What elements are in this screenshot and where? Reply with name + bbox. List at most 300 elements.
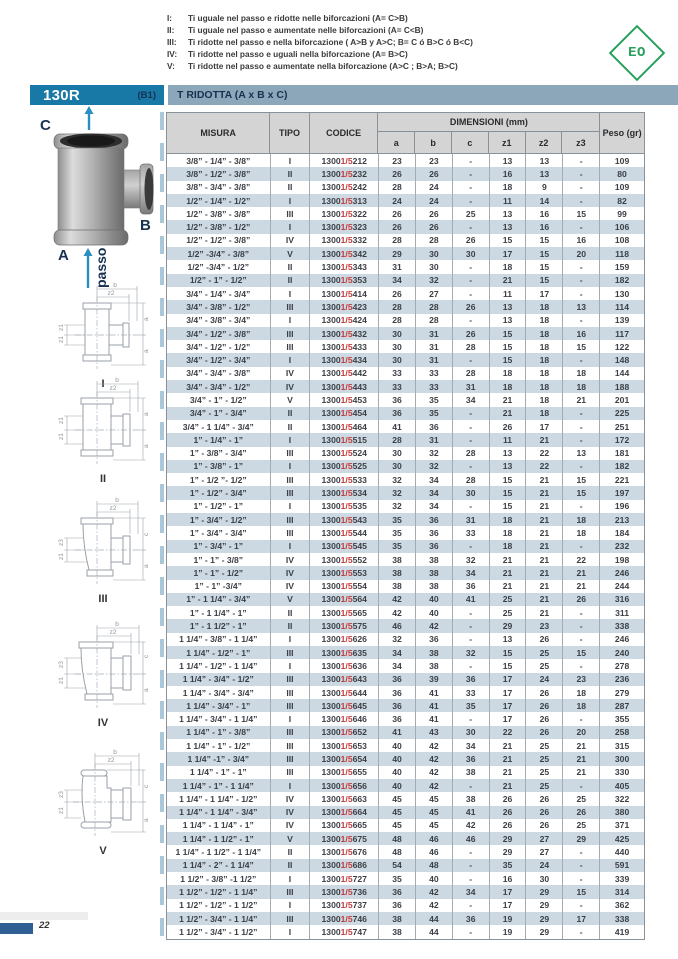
table-cell: 1 1/4” - 1 1/4” - 1” xyxy=(167,819,271,832)
legend-numeral: III: xyxy=(167,36,177,47)
table-cell: 15 xyxy=(490,234,527,247)
table-cell: 32 xyxy=(379,633,416,646)
table-cell: 36 xyxy=(416,633,453,646)
table-cell: 36 xyxy=(379,899,416,912)
table-row xyxy=(167,194,644,207)
table-cell: - xyxy=(563,407,600,420)
dim-label: b xyxy=(115,377,119,384)
drawing-type-2 xyxy=(46,376,160,485)
table-cell: 1300 1/5 654 xyxy=(310,752,379,765)
table-cell: 18 xyxy=(526,407,563,420)
table-cell: 1/2” -3/4” - 1/2” xyxy=(167,260,271,273)
table-cell: 3/8” - 3/4” - 3/8” xyxy=(167,181,271,194)
table-cell: I xyxy=(271,353,311,366)
legend-text: Ti ridotte nel passo e aumentate nella biforcazione (A>C ; B>A; B>C) xyxy=(188,60,458,71)
table-cell: 33 xyxy=(416,380,453,393)
table-cell: III xyxy=(271,766,311,779)
table-cell: I xyxy=(271,925,311,938)
table-cell: 232 xyxy=(614,541,630,552)
table-cell: 258 xyxy=(614,727,630,738)
legend-numeral: I: xyxy=(167,13,173,23)
table-cell: 159 xyxy=(614,262,630,273)
table-cell: 82 xyxy=(617,195,627,206)
table-cell: I xyxy=(271,154,311,167)
table-row xyxy=(167,726,644,739)
table-cell: III xyxy=(271,340,311,353)
table-cell: 3/8” - 1/2” - 3/8” xyxy=(167,167,271,180)
table-cell: - xyxy=(453,314,490,327)
table-cell: 40 xyxy=(379,752,416,765)
table-cell: 30 xyxy=(416,247,453,260)
table-cell: 1” - 1/2” - 1” xyxy=(167,500,271,513)
table-cell: 35 xyxy=(379,526,416,539)
table-cell: 26 xyxy=(490,420,527,433)
table-cell: 13 xyxy=(490,633,527,646)
table-row xyxy=(167,526,644,539)
table-cell: 188 xyxy=(614,381,630,392)
table-cell: 109 xyxy=(614,182,630,193)
table-row xyxy=(167,274,644,287)
dim-label: z1 xyxy=(58,324,65,331)
table-cell: 1300 1/5 636 xyxy=(310,659,379,672)
table-cell: 30 xyxy=(379,447,416,460)
table-cell: 11 xyxy=(490,194,527,207)
table-cell: 38 xyxy=(416,646,453,659)
table-row xyxy=(167,673,644,686)
table-cell: 1300 1/5 242 xyxy=(310,181,379,194)
table-cell: 42 xyxy=(416,766,453,779)
table-cell: 29 xyxy=(490,845,527,858)
table-row xyxy=(167,859,644,872)
table-cell: 18 xyxy=(526,353,563,366)
table-cell: 26 xyxy=(490,819,527,832)
table-cell: 322 xyxy=(614,793,630,804)
table-cell: 21 xyxy=(563,393,600,406)
table-cell: 198 xyxy=(614,554,630,565)
table-cell: 139 xyxy=(614,315,630,326)
table-cell: 25 xyxy=(526,779,563,792)
table-cell: 26 xyxy=(526,633,563,646)
table-cell: 29 xyxy=(526,885,563,898)
table-cell: 25 xyxy=(526,646,563,659)
table-cell: I xyxy=(271,500,311,513)
table-cell: 338 xyxy=(614,913,630,924)
table-cell: 21 xyxy=(526,566,563,579)
table-cell: 33 xyxy=(379,380,416,393)
col-subheader-z2: z2 xyxy=(526,132,563,153)
table-row xyxy=(167,553,644,566)
table-cell: 3/4” - 3/8” - 3/4” xyxy=(167,314,271,327)
table-header xyxy=(167,113,644,154)
table-cell: II xyxy=(271,167,311,180)
table-cell: 36 xyxy=(416,513,453,526)
table-cell: 18 xyxy=(526,393,563,406)
table-cell: II xyxy=(271,274,311,287)
table-cell: 1” - 1” - 3/8” xyxy=(167,553,271,566)
tee-drawing xyxy=(53,281,153,373)
table-cell: 197 xyxy=(614,488,630,499)
table-cell: II xyxy=(271,859,311,872)
table-row xyxy=(167,633,644,646)
table-cell: - xyxy=(563,194,600,207)
table-cell: 279 xyxy=(614,687,630,698)
table-cell: 1300 1/5 645 xyxy=(310,699,379,712)
table-cell: 1” - 1/2 ”- 1/2” xyxy=(167,473,271,486)
table-cell: 54 xyxy=(379,859,416,872)
table-cell: 33 xyxy=(416,367,453,380)
table-cell: - xyxy=(453,194,490,207)
table-cell: 29 xyxy=(490,832,527,845)
table-cell: 1300 1/5 565 xyxy=(310,606,379,619)
table-cell: 21 xyxy=(490,393,527,406)
table-cell: - xyxy=(453,167,490,180)
table-cell: 1300 1/5 414 xyxy=(310,287,379,300)
table-cell: 31 xyxy=(416,353,453,366)
table-cell: 18 xyxy=(526,327,563,340)
table-cell: 1” - 3/8” - 1” xyxy=(167,460,271,473)
table-cell: 1300 1/5 663 xyxy=(310,792,379,805)
table-cell: - xyxy=(453,633,490,646)
table-cell: 34 xyxy=(416,486,453,499)
table-cell: 338 xyxy=(614,621,630,632)
table-cell: - xyxy=(563,353,600,366)
table-row xyxy=(167,899,644,912)
photo-label-a: A xyxy=(58,247,69,264)
table-cell: 1 1/4” - 1 1/2” - 1 1/4” xyxy=(167,845,271,858)
dim-label: b xyxy=(113,282,117,289)
table-cell: 26 xyxy=(379,207,416,220)
table-cell: 1 1/4” - 1” - 1” xyxy=(167,766,271,779)
table-cell: IV xyxy=(271,806,311,819)
table-cell: 13 xyxy=(490,314,527,327)
table-cell: 122 xyxy=(614,341,630,352)
table-cell: 21 xyxy=(526,593,563,606)
table-cell: V xyxy=(271,247,311,260)
table-cell: 1” - 1 1/2” - 1” xyxy=(167,619,271,632)
table-cell: 28 xyxy=(453,340,490,353)
table-cell: 1300 1/5 322 xyxy=(310,207,379,220)
table-cell: 31 xyxy=(416,327,453,340)
table-row xyxy=(167,513,644,526)
table-cell: 1300 1/5 736 xyxy=(310,885,379,898)
dim-label: a xyxy=(143,818,150,822)
table-row xyxy=(167,486,644,499)
table-cell: 17 xyxy=(490,247,527,260)
table-cell: 31 xyxy=(416,340,453,353)
table-cell: - xyxy=(563,899,600,912)
table-cell: IV xyxy=(271,819,311,832)
table-cell: 28 xyxy=(379,234,416,247)
table-cell: 25 xyxy=(453,207,490,220)
table-cell: 17 xyxy=(490,885,527,898)
table-cell: 221 xyxy=(614,474,630,485)
table-cell: 36 xyxy=(379,407,416,420)
table-row xyxy=(167,792,644,805)
table-cell: 21 xyxy=(526,526,563,539)
table-cell: V xyxy=(271,593,311,606)
table-cell: - xyxy=(453,606,490,619)
table-cell: 15 xyxy=(526,247,563,260)
table-cell: 1 1/4” - 1 1/4” - 1/2” xyxy=(167,792,271,805)
table-cell: 27 xyxy=(526,845,563,858)
table-cell: 1 1/4” - 2” - 1 1/4” xyxy=(167,859,271,872)
table-row xyxy=(167,260,644,273)
table-cell: 34 xyxy=(379,659,416,672)
table-cell: 196 xyxy=(614,501,630,512)
table-cell: - xyxy=(453,845,490,858)
product-code: 130R xyxy=(43,86,81,104)
table-cell: 24 xyxy=(416,194,453,207)
table-cell: 246 xyxy=(614,634,630,645)
table-cell: 18 xyxy=(526,340,563,353)
table-cell: 21 xyxy=(526,486,563,499)
table-cell: - xyxy=(453,353,490,366)
table-cell: 278 xyxy=(614,660,630,671)
table-cell: 38 xyxy=(379,912,416,925)
table-cell: 182 xyxy=(614,461,630,472)
dim-label: a xyxy=(143,317,150,321)
table-cell: 29 xyxy=(526,899,563,912)
table-cell: 36 xyxy=(453,752,490,765)
table-cell: 1 1/4” - 3/4” - 3/4” xyxy=(167,686,271,699)
table-cell: 20 xyxy=(563,726,600,739)
table-cell: 23 xyxy=(379,154,416,167)
table-cell: 1 1/4” - 1” - 3/8” xyxy=(167,726,271,739)
col-header-codice: CODICE xyxy=(310,113,378,153)
table-row xyxy=(167,593,644,606)
table-cell: 1 1/2” - 3/8” -1 1/2” xyxy=(167,872,271,885)
table-cell: 31 xyxy=(453,380,490,393)
table-cell: 27 xyxy=(526,832,563,845)
col-subheader-c: c xyxy=(452,132,489,153)
table-cell: 34 xyxy=(379,646,416,659)
eo-logo-text: EO xyxy=(628,45,646,61)
table-row xyxy=(167,845,644,858)
legend-numeral: IV: xyxy=(167,48,178,59)
table-cell: 21 xyxy=(490,779,527,792)
table-cell: 3/4” - 1/2” - 3/8” xyxy=(167,327,271,340)
table-cell: 30 xyxy=(453,247,490,260)
table-cell: 24 xyxy=(416,181,453,194)
table-cell: 1300 1/5 433 xyxy=(310,340,379,353)
legend-line xyxy=(167,61,607,73)
table-cell: I xyxy=(271,314,311,327)
table-cell: 1300 1/5 676 xyxy=(310,845,379,858)
dim-label: a xyxy=(143,349,150,353)
table-cell: 35 xyxy=(379,513,416,526)
table-cell: 35 xyxy=(490,859,527,872)
table-cell: 44 xyxy=(416,912,453,925)
table-cell: - xyxy=(453,274,490,287)
table-row xyxy=(167,327,644,340)
legend-line xyxy=(167,37,607,49)
table-cell: 15 xyxy=(526,274,563,287)
tee-fitting-photo xyxy=(32,104,164,290)
table-cell: 1 1/4” - 3/4” - 1” xyxy=(167,699,271,712)
table-row xyxy=(167,699,644,712)
table-cell: 18 xyxy=(563,526,600,539)
table-cell: 3/4” - 1” - 3/4” xyxy=(167,407,271,420)
table-cell: 16 xyxy=(563,234,600,247)
table-cell: 1300 1/5 442 xyxy=(310,367,379,380)
table-cell: - xyxy=(563,859,600,872)
table-cell: 1 1/2” - 1/2” - 1 1/4” xyxy=(167,885,271,898)
table-row xyxy=(167,367,644,380)
table-row xyxy=(167,407,644,420)
table-cell: III xyxy=(271,699,311,712)
table-cell: 405 xyxy=(614,780,630,791)
dim-label: a xyxy=(143,688,150,692)
table-cell: - xyxy=(563,154,600,167)
table-cell: 21 xyxy=(563,766,600,779)
table-cell: 26 xyxy=(453,300,490,313)
table-cell: 26 xyxy=(416,220,453,233)
table-cell: 38 xyxy=(416,553,453,566)
table-cell: 35 xyxy=(453,699,490,712)
table-row xyxy=(167,619,644,632)
table-cell: 34 xyxy=(416,473,453,486)
table-cell: 201 xyxy=(614,394,630,405)
dims-subheader xyxy=(378,132,599,153)
table-cell: 21 xyxy=(563,566,600,579)
photo-label-passo: passo xyxy=(93,247,109,288)
table-cell: 24 xyxy=(526,859,563,872)
table-cell: 114 xyxy=(615,301,629,312)
table-cell: 26 xyxy=(416,167,453,180)
table-cell: 21 xyxy=(526,580,563,593)
table-cell: 15 xyxy=(563,207,600,220)
table-cell: 1300 1/5 552 xyxy=(310,553,379,566)
table-cell: 21 xyxy=(526,540,563,553)
table-cell: 21 xyxy=(490,766,527,779)
dim-label: z1 xyxy=(58,433,65,440)
table-cell: 1/2” - 3/8” - 3/8” xyxy=(167,207,271,220)
drawing-label: I xyxy=(101,378,105,390)
table-cell: 28 xyxy=(379,181,416,194)
table-cell: 1300 1/5 543 xyxy=(310,513,379,526)
table-cell: 17 xyxy=(490,712,527,725)
table-cell: 45 xyxy=(416,819,453,832)
table-cell: 1/2” - 1/2” - 3/8” xyxy=(167,234,271,247)
table-cell: 15 xyxy=(490,486,527,499)
table-cell: 1” - 1” - 1/2” xyxy=(167,566,271,579)
table-cell: 118 xyxy=(615,248,629,259)
table-cell: 316 xyxy=(614,594,630,605)
table-cell: 17 xyxy=(526,287,563,300)
table-cell: 41 xyxy=(379,726,416,739)
table-cell: 18 xyxy=(490,526,527,539)
table-cell: 23 xyxy=(416,154,453,167)
col-subheader-b: b xyxy=(415,132,452,153)
table-cell: - xyxy=(563,260,600,273)
table-cell: 26 xyxy=(490,806,527,819)
table-cell: V xyxy=(271,832,311,845)
table-cell: 1” - 3/8” - 3/4” xyxy=(167,447,271,460)
arrow-up-icon xyxy=(85,106,94,130)
table-cell: 1 1/4” - 1 1/2” - 1” xyxy=(167,832,271,845)
table-cell: 25 xyxy=(526,659,563,672)
table-cell: 18 xyxy=(563,699,600,712)
table-cell: 213 xyxy=(614,514,630,525)
table-cell: 1300 1/5 656 xyxy=(310,779,379,792)
top-opening-inner xyxy=(67,136,115,147)
table-cell: 1300 1/5 746 xyxy=(310,912,379,925)
table-cell: 26 xyxy=(563,593,600,606)
table-cell: 30 xyxy=(453,486,490,499)
table-cell: 26 xyxy=(526,712,563,725)
table-cell: 13 xyxy=(490,447,527,460)
table-cell: 21 xyxy=(526,606,563,619)
table-cell: 1300 1/5 534 xyxy=(310,486,379,499)
drawing-label: IV xyxy=(97,717,109,729)
table-cell: 30 xyxy=(453,726,490,739)
table-cell: 240 xyxy=(614,647,630,658)
table-cell: 42 xyxy=(416,899,453,912)
table-cell: 246 xyxy=(614,567,630,578)
table-cell: 42 xyxy=(416,779,453,792)
table-cell: 40 xyxy=(379,779,416,792)
col-header-tipo: TIPO xyxy=(270,113,310,153)
table-cell: 19 xyxy=(490,925,527,938)
table-cell: V xyxy=(271,393,311,406)
table-cell: - xyxy=(563,779,600,792)
table-cell: 46 xyxy=(379,619,416,632)
table-row xyxy=(167,207,644,220)
table-cell: IV xyxy=(271,792,311,805)
table-cell: III xyxy=(271,207,311,220)
table-cell: IV xyxy=(271,553,311,566)
table-cell: 42 xyxy=(416,739,453,752)
table-row xyxy=(167,580,644,593)
table-cell: 18 xyxy=(526,314,563,327)
legend-text: Ti ridotte nel passo e uguali nella biforcazione (A= B>C) xyxy=(188,48,408,59)
legend-text: Ti uguale nel passo e aumentate nelle biforcazioni (A= C<B) xyxy=(188,24,424,35)
table-cell: 45 xyxy=(416,806,453,819)
table-cell: III xyxy=(271,673,311,686)
table-cell: 32 xyxy=(416,460,453,473)
table-cell: 1300 1/5 212 xyxy=(310,154,379,167)
table-cell: 1300 1/5 524 xyxy=(310,447,379,460)
table-cell: 18 xyxy=(490,380,527,393)
table-cell: IV xyxy=(271,380,311,393)
table-cell: 1300 1/5 464 xyxy=(310,420,379,433)
table-cell: 26 xyxy=(526,806,563,819)
table-row xyxy=(167,832,644,845)
table-cell: - xyxy=(563,606,600,619)
table-cell: 34 xyxy=(453,393,490,406)
table-cell: 1300 1/5 664 xyxy=(310,806,379,819)
table-cell: 40 xyxy=(416,593,453,606)
table-cell: II xyxy=(271,619,311,632)
table-cell: 30 xyxy=(379,460,416,473)
table-cell: 419 xyxy=(614,926,630,937)
tee-drawing xyxy=(53,376,153,468)
legend-text: Ti ridotte nel passo e nella biforcazione ( A>B y A>C; B= C ó B>C ó B<C) xyxy=(188,36,473,47)
table-cell: 16 xyxy=(490,872,527,885)
table-cell: 26 xyxy=(526,726,563,739)
table-body xyxy=(167,154,644,939)
table-row xyxy=(167,181,644,194)
table-cell: I xyxy=(271,633,311,646)
table-cell: 45 xyxy=(379,792,416,805)
table-cell: 45 xyxy=(379,819,416,832)
table-cell: 1” - 1” -3/4” xyxy=(167,580,271,593)
table-cell: 17 xyxy=(490,673,527,686)
dim-label: z2 xyxy=(107,757,115,764)
table-cell: 46 xyxy=(416,845,453,858)
table-cell: I xyxy=(271,194,311,207)
table-cell: 1 1/4” - 1/2” - 1” xyxy=(167,646,271,659)
